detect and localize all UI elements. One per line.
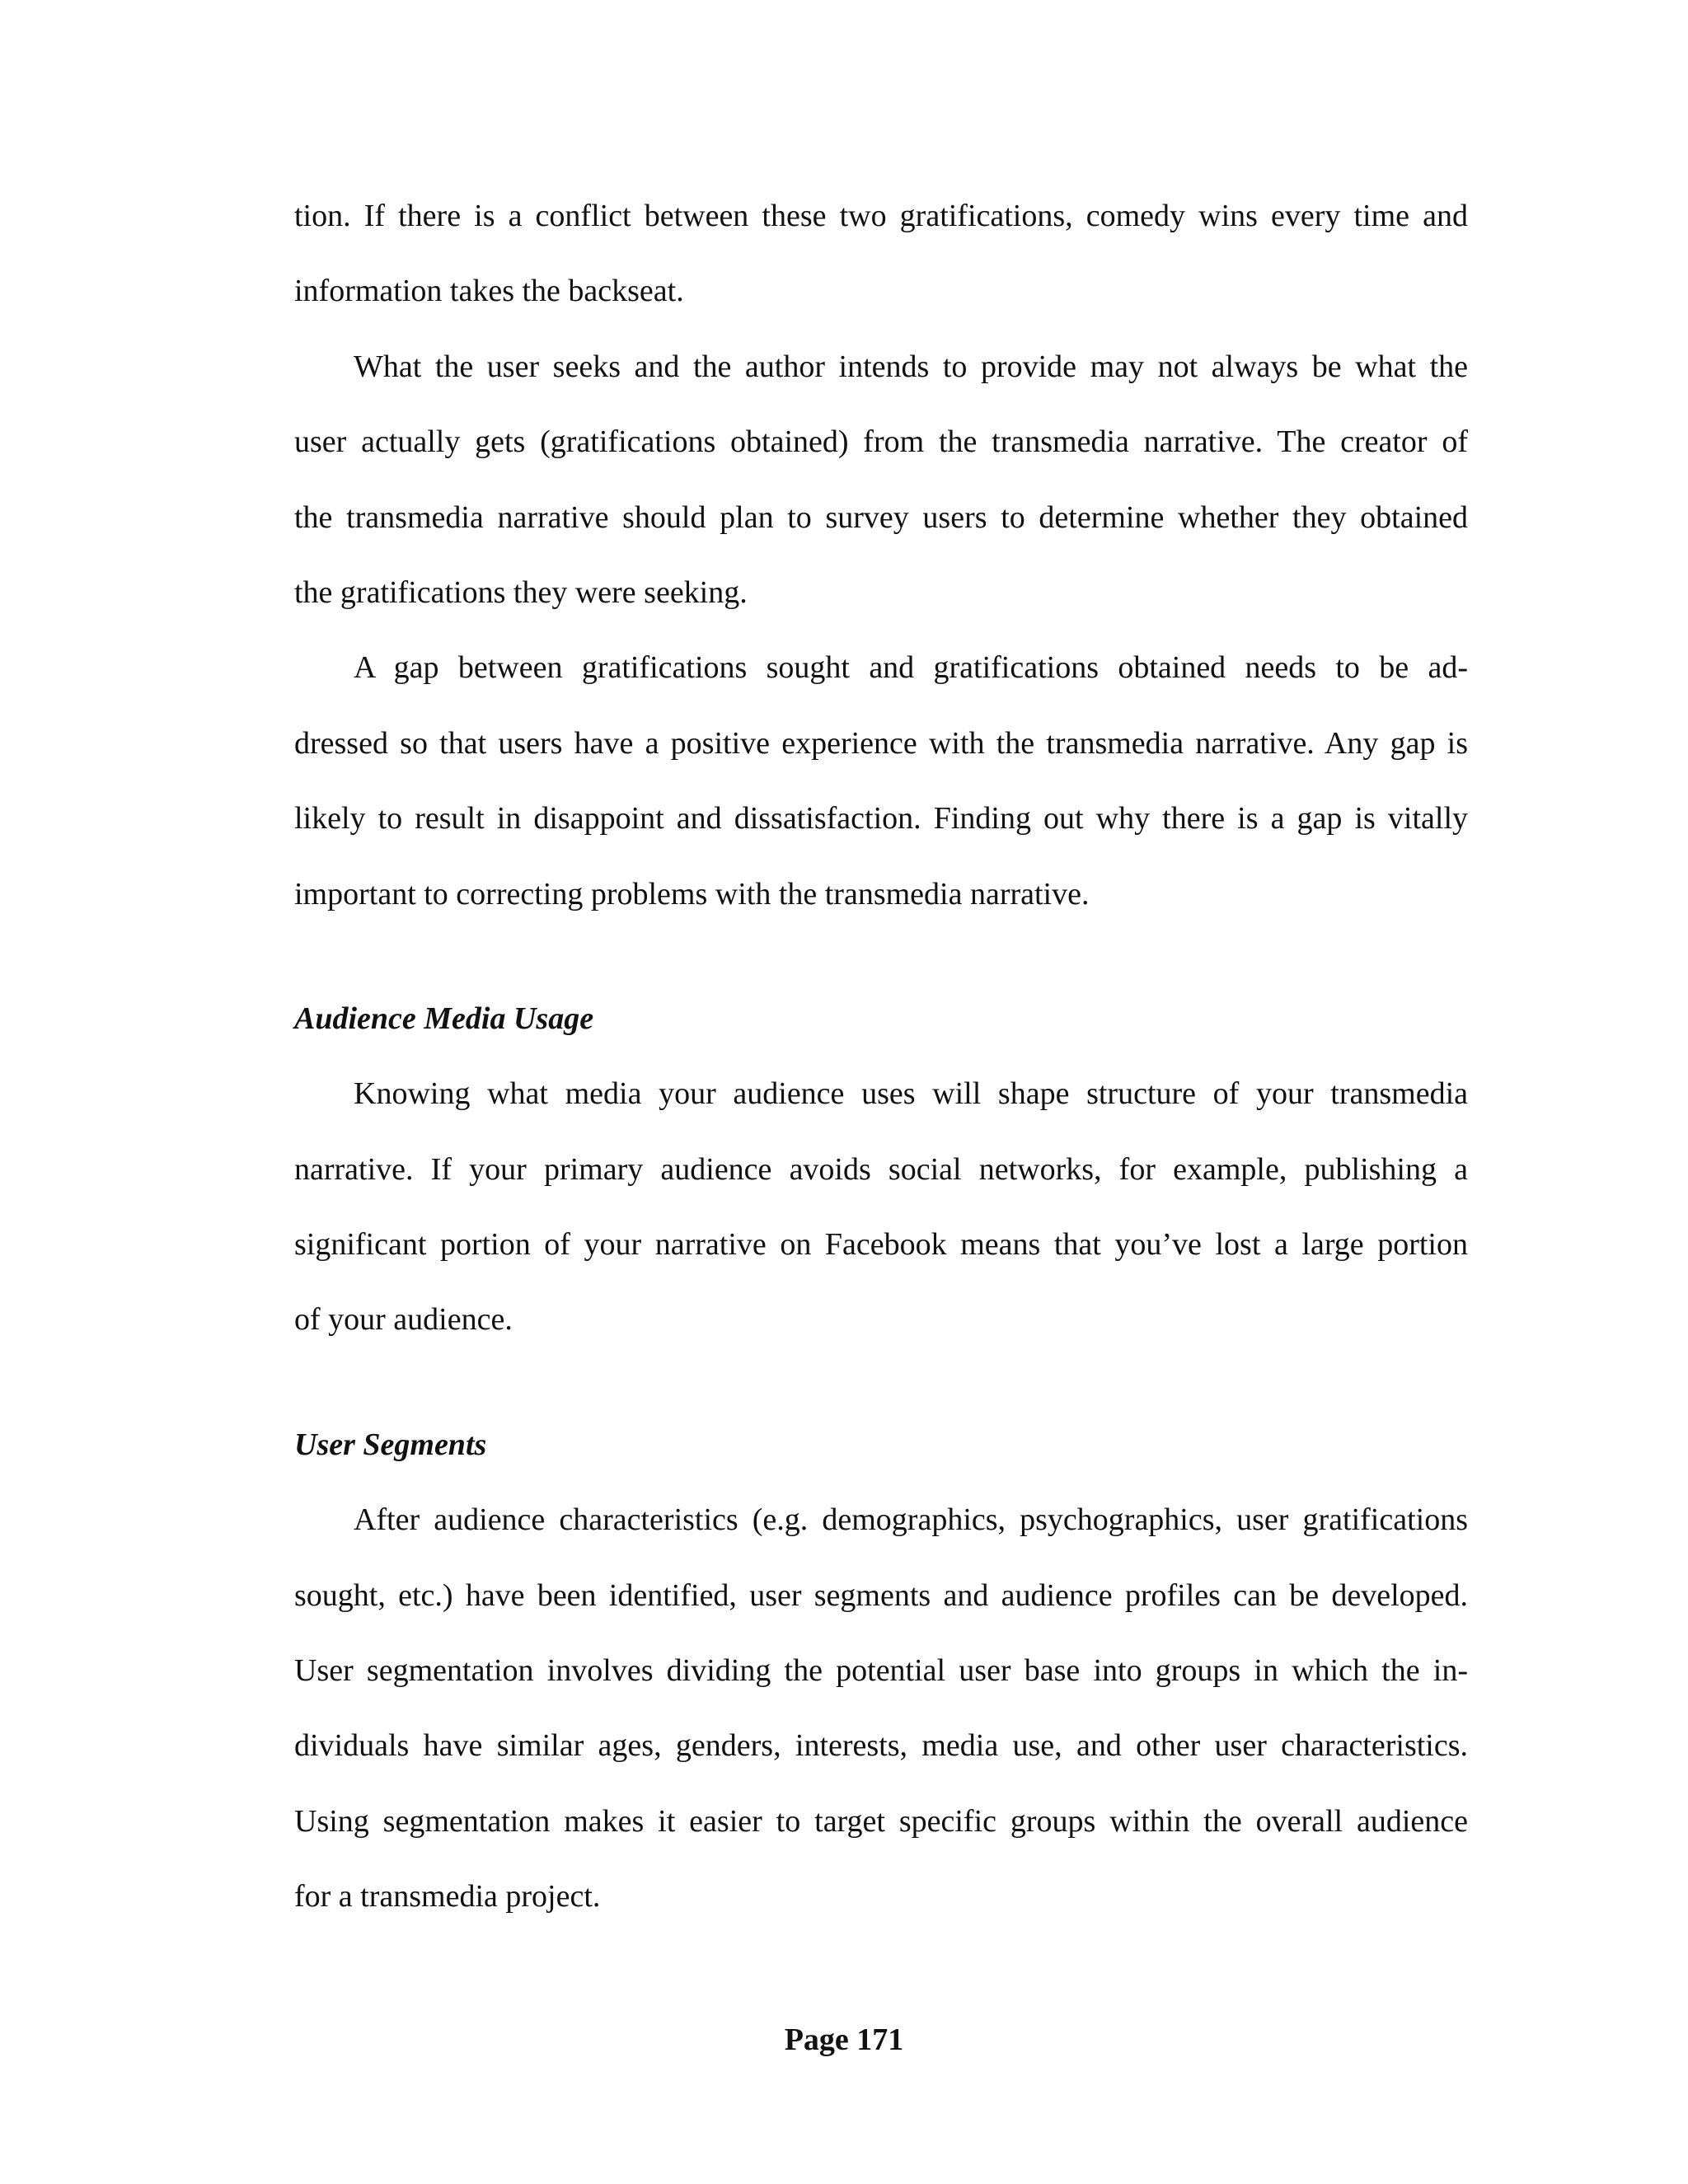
- text-line: significant portion of your narrative on Facebook means that you’ve lost a large portion: [294, 1227, 1468, 1263]
- text-line: A gap between gratifications sought and gratifications obtained needs to be ad-: [354, 650, 1468, 686]
- text-line: for a transmedia project.: [294, 1879, 601, 1915]
- text-line: dressed so that users have a positive experience with the transmedia narrative. Any gap is: [294, 725, 1468, 761]
- paragraph: [294, 185, 1468, 335]
- text-line: narrative. If your primary audience avoids social networks, for example, publishing a: [294, 1151, 1468, 1187]
- text-line: What the user seeks and the author intends to provide may not always be what the: [354, 349, 1468, 384]
- text-line: sought, etc.) have been identified, user segments and audience profiles can be developed.: [294, 1577, 1468, 1613]
- section-spacer: [294, 938, 1468, 987]
- text-line: information takes the backseat.: [294, 274, 684, 309]
- text-line: After audience characteristics (e.g. demographics, psychographics, user gratifications: [354, 1502, 1468, 1538]
- paragraph: [294, 1062, 1468, 1364]
- text-line: the transmedia narrative should plan to survey users to determine whether they obtained: [294, 499, 1468, 535]
- body-text: [294, 185, 1468, 1941]
- text-line: Using segmentation makes it easier to target specific groups within the overall audience: [294, 1803, 1468, 1839]
- section-heading: Audience Media Usage: [294, 1001, 594, 1036]
- text-line: user actually gets (gratifications obtained) from the transmedia narrative. The creator of: [294, 424, 1468, 460]
- text-line: important to correcting problems with the transmedia narrative.: [294, 876, 1090, 912]
- text-line: Knowing what media your audience uses will shape structure of your transmedia: [354, 1076, 1468, 1112]
- paragraph: [294, 636, 1468, 938]
- page-number: Page 171: [784, 2022, 904, 2057]
- text-line: dividuals have similar ages, genders, interests, media use, and other user characteristics.: [294, 1728, 1468, 1764]
- text-line: tion. If there is a conflict between these two gratifications, comedy wins every time and: [294, 199, 1468, 233]
- text-line: of your audience.: [294, 1302, 513, 1338]
- text-line: the gratifications they were seeking.: [294, 574, 748, 610]
- paragraph: [294, 335, 1468, 637]
- section-spacer: [294, 1364, 1468, 1413]
- section-heading: User Segments: [294, 1427, 487, 1462]
- text-line: likely to result in disappoint and dissatisfaction. Finding out why there is a gap is vitally: [294, 801, 1468, 837]
- paragraph: [294, 1488, 1468, 1940]
- text-line: User segmentation involves dividing the potential user base into groups in which the in-: [294, 1653, 1468, 1689]
